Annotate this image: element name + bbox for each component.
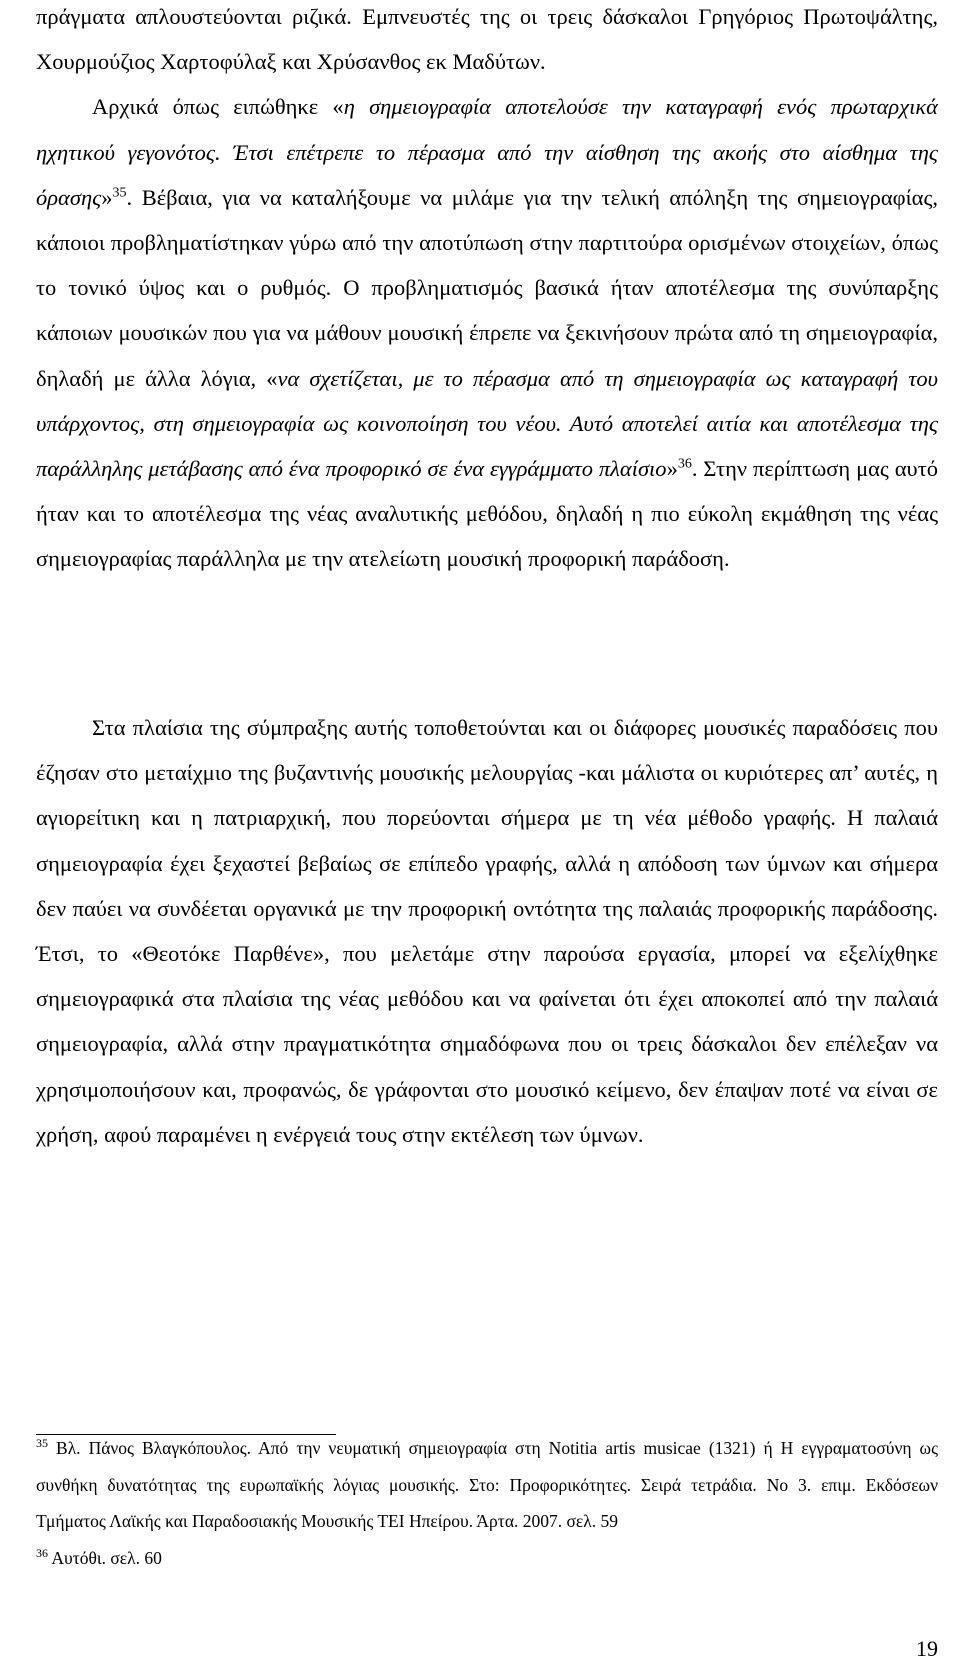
footnotes [36, 1430, 938, 1576]
quotation-italic: η σημειογραφία αποτελούσε την καταγραφή ενός πρωταρχικά ηχητικού γεγονότος. Έτσι επέτρεπε το πέρασμα από την αίσθηση της ακοής στο αίσθημα της όρασης [36, 94, 938, 210]
body-paragraph-1 [36, 0, 938, 582]
footnote-35 [36, 1430, 938, 1540]
paragraph-text: . Στην περίπτωση μας αυτό ήταν και το αποτέλεσμα της νέας αναλυτικής μεθόδου, δηλαδή η πιο εύκολη εκμάθηση της νέας σημειογραφίας παράλληλα με την ατελείωτη μουσική προφορική παράδοση. [36, 456, 938, 572]
paragraph-text: » [666, 456, 678, 482]
paragraph-text: πράγματα απλουστεύονται ριζικά. Εμπνευστές της οι τρεις δάσκαλοι Γρηγόριος Πρωτοψάλτης, Χουρμούζιος Χαρτοφύλαξ και Χρύσανθος εκ Μαδύτων. [36, 4, 938, 75]
footnote-reference-35[interactable]: 35 [112, 185, 127, 201]
page-number: 19 [916, 1636, 938, 1661]
footnote-36 [36, 1540, 938, 1577]
paragraph-text: Στα πλαίσια της σύμπραξης αυτής τοποθετούνται και οι διάφορες μουσικές παραδόσεις που έζησαν στο μεταίχμιο της βυζαντινής μουσικής μελουργίας -και μάλιστα οι κυριότερες απ’ αυτές, η αγιορείτικη και η πατριαρχική, που πορεύονται σήμερα με τη νέα μέθοδο γραφής. Η παλαιά σημειογραφία έχει ξεχαστεί βεβαίως σε επίπεδο γραφής, αλλά η απόδοση των ύμνων και σήμερα δεν παύει να συνδέεται οργανικά με την προφορική οντότητα της παλαιάς προφορικής παράδοσης. Έτσι, το «Θεοτόκε Παρθένε», που μελετάμε στην παρούσα εργασία, μπορεί να εξελίχθηκε σημειογραφικά στα πλαίσια της νέας μεθόδου και να φαίνεται ότι έχει αποκοπεί από την παλαιά σημειογραφία, αλλά στην πραγματικότητα σημαδόφωνα που οι τρεις δάσκαλοι δεν επέλεξαν να χρησιμοποιήσουν και, προφανώς, δε γράφονται στο μουσικό κείμενο, δεν έπαψαν ποτέ να είναι σε χρήση, αφού παραμένει η ενέργειά τους στην εκτέλεση των ύμνων. [36, 715, 938, 1147]
footnote-text: Βλ. Πάνος Βλαγκόπουλος. Από την νευματική σημειογραφία στη Notitia artis musicae (1321) ή Η εγγραματοσύνη ως συνθήκη δυνατότητας της ευρωπαϊκής λόγιας μουσικής. Στο: Προφορικότητες. Σειρά τετράδια. Νο 3. επιμ. Εκδόσεων Τμήματος Λαϊκής και Παραδοσιακής Μουσικής ΤΕΙ Ηπείρου. Άρτα. 2007. σελ. 59 [36, 1438, 938, 1531]
paragraph-text: » [101, 184, 113, 210]
body-paragraph-2 [36, 705, 938, 1157]
paragraph-text: Αρχικά όπως ειπώθηκε « [92, 94, 344, 120]
quotation-italic: να σχετίζεται, με το πέρασμα από τη σημειογραφία ως καταγραφή του υπάρχοντος, στη σημειογραφία ως κοινοποίηση του νέου. Αυτό αποτελεί αιτία και αποτέλεσμα της παράλληλης μετάβασης από ένα προφορικό σε ένα εγγράμματο πλαίσιο [36, 365, 938, 482]
footnote-number: 35 [36, 1436, 48, 1451]
footnote-reference-36[interactable]: 36 [677, 456, 692, 472]
footnote-text: Αυτόθι. σελ. 60 [48, 1547, 162, 1568]
footnote-number: 36 [36, 1545, 48, 1560]
paragraph-text: . Βέβαια, για να καταλήξουμε να μιλάμε για την τελική απόληξη της σημειογραφίας, κάποιοι προβληματίστηκαν γύρω από την αποτύπωση στην παρτιτούρα ορισμένων στοιχείων, όπως το τονικό ύψος και ο ρυθμός. Ο προβληματισμός βασικά ήταν αποτέλεσμα της συνύπαρξης κάποιων μουσικών που για να μάθουν μουσική έπρεπε να ξεκινήσουν πρώτα από τη σημειογραφία, δηλαδή με άλλα λόγια, « [36, 184, 938, 391]
